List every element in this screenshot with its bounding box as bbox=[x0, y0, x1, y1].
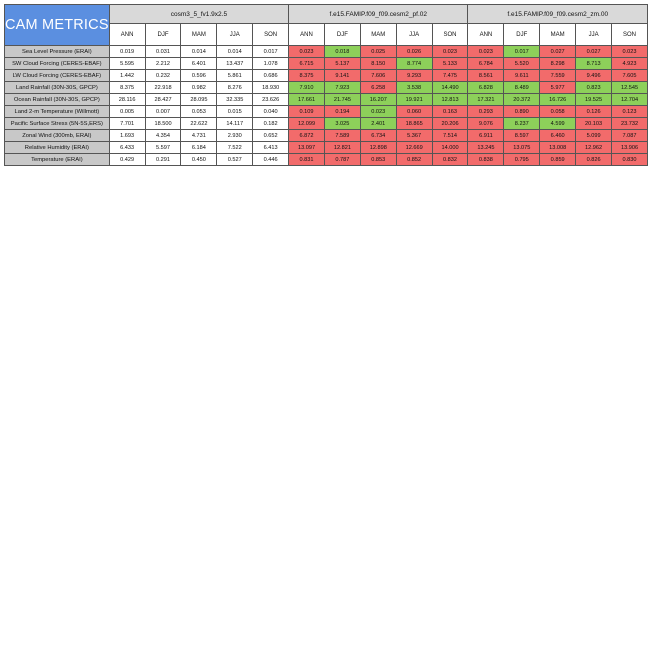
metric-value-cell: 4.731 bbox=[181, 130, 217, 142]
metric-value-cell: 17.321 bbox=[468, 94, 504, 106]
metric-value-cell: 0.823 bbox=[576, 82, 612, 94]
table-row bbox=[5, 130, 648, 142]
metric-value-cell: 6.715 bbox=[289, 58, 325, 70]
metric-value-cell: 0.023 bbox=[360, 106, 396, 118]
metric-value-cell: 13.097 bbox=[289, 142, 325, 154]
metric-value-cell: 13.245 bbox=[468, 142, 504, 154]
metric-value-cell: 6.460 bbox=[540, 130, 576, 142]
metric-value-cell: 0.830 bbox=[612, 154, 648, 166]
metric-value-cell: 3.538 bbox=[396, 82, 432, 94]
metric-value-cell: 20.103 bbox=[576, 118, 612, 130]
table-header bbox=[5, 5, 648, 46]
metric-value-cell: 5.861 bbox=[217, 70, 253, 82]
metric-value-cell: 0.123 bbox=[612, 106, 648, 118]
metric-value-cell: 13.906 bbox=[612, 142, 648, 154]
metric-value-cell: 5.367 bbox=[396, 130, 432, 142]
metric-value-cell: 5.977 bbox=[540, 82, 576, 94]
metric-value-cell: 9.293 bbox=[396, 70, 432, 82]
metric-value-cell: 0.853 bbox=[360, 154, 396, 166]
metric-value-cell: 6.258 bbox=[360, 82, 396, 94]
metric-value-cell: 23.626 bbox=[253, 94, 289, 106]
metric-value-cell: 32.335 bbox=[217, 94, 253, 106]
table-row bbox=[5, 154, 648, 166]
metric-value-cell: 5.137 bbox=[324, 58, 360, 70]
metric-value-cell: 0.007 bbox=[145, 106, 181, 118]
metric-value-cell: 14.117 bbox=[217, 118, 253, 130]
metric-value-cell: 12.898 bbox=[360, 142, 396, 154]
metric-name-cell: Pacific Surface Stress (5N-5S,ERS) bbox=[5, 118, 110, 130]
metric-value-cell: 0.182 bbox=[253, 118, 289, 130]
metric-value-cell: 0.027 bbox=[540, 46, 576, 58]
metric-value-cell: 28.116 bbox=[109, 94, 145, 106]
metric-value-cell: 9.496 bbox=[576, 70, 612, 82]
metric-value-cell: 2.401 bbox=[360, 118, 396, 130]
metric-value-cell: 0.527 bbox=[217, 154, 253, 166]
metric-value-cell: 6.872 bbox=[289, 130, 325, 142]
cam-metrics-table bbox=[4, 4, 648, 166]
metric-value-cell: 7.605 bbox=[612, 70, 648, 82]
metric-value-cell: 0.446 bbox=[253, 154, 289, 166]
metric-value-cell: 23.732 bbox=[612, 118, 648, 130]
metric-value-cell: 8.713 bbox=[576, 58, 612, 70]
season-header: JJA bbox=[217, 24, 253, 46]
metric-value-cell: 7.522 bbox=[217, 142, 253, 154]
metric-value-cell: 0.838 bbox=[468, 154, 504, 166]
metric-value-cell: 19.921 bbox=[396, 94, 432, 106]
metric-name-cell: Temperature (ERAI) bbox=[5, 154, 110, 166]
metric-value-cell: 21.745 bbox=[324, 94, 360, 106]
table-row bbox=[5, 82, 648, 94]
metric-value-cell: 0.982 bbox=[181, 82, 217, 94]
metric-value-cell: 0.450 bbox=[181, 154, 217, 166]
season-header: MAM bbox=[540, 24, 576, 46]
metric-value-cell: 12.545 bbox=[612, 82, 648, 94]
table-body bbox=[5, 46, 648, 166]
metric-value-cell: 0.194 bbox=[324, 106, 360, 118]
metric-value-cell: 0.232 bbox=[145, 70, 181, 82]
metric-value-cell: 8.276 bbox=[217, 82, 253, 94]
season-header: DJF bbox=[145, 24, 181, 46]
metric-value-cell: 0.018 bbox=[324, 46, 360, 58]
metric-value-cell: 18.930 bbox=[253, 82, 289, 94]
metric-value-cell: 0.852 bbox=[396, 154, 432, 166]
metric-value-cell: 12.962 bbox=[576, 142, 612, 154]
metric-name-cell: LW Cloud Forcing (CERES-EBAF) bbox=[5, 70, 110, 82]
metric-value-cell: 8.237 bbox=[504, 118, 540, 130]
metric-name-cell: Sea Level Pressure (ERAI) bbox=[5, 46, 110, 58]
metric-value-cell: 0.429 bbox=[109, 154, 145, 166]
metric-value-cell: 0.023 bbox=[432, 46, 468, 58]
metric-value-cell: 16.726 bbox=[540, 94, 576, 106]
metric-value-cell: 0.017 bbox=[504, 46, 540, 58]
metric-value-cell: 7.923 bbox=[324, 82, 360, 94]
metric-value-cell: 0.040 bbox=[253, 106, 289, 118]
metric-value-cell: 0.023 bbox=[468, 46, 504, 58]
metric-value-cell: 14.000 bbox=[432, 142, 468, 154]
metric-value-cell: 9.076 bbox=[468, 118, 504, 130]
metric-value-cell: 0.019 bbox=[109, 46, 145, 58]
metric-value-cell: 0.053 bbox=[181, 106, 217, 118]
metric-value-cell: 0.058 bbox=[540, 106, 576, 118]
metric-value-cell: 2.930 bbox=[217, 130, 253, 142]
metric-value-cell: 12.813 bbox=[432, 94, 468, 106]
metric-value-cell: 8.298 bbox=[540, 58, 576, 70]
metric-value-cell: 0.126 bbox=[576, 106, 612, 118]
metric-value-cell: 7.589 bbox=[324, 130, 360, 142]
metric-value-cell: 16.207 bbox=[360, 94, 396, 106]
metric-value-cell: 0.023 bbox=[612, 46, 648, 58]
metric-value-cell: 7.559 bbox=[540, 70, 576, 82]
season-header: MAM bbox=[181, 24, 217, 46]
metric-value-cell: 7.910 bbox=[289, 82, 325, 94]
case-header-row bbox=[5, 5, 648, 24]
metric-value-cell: 6.413 bbox=[253, 142, 289, 154]
metric-value-cell: 6.911 bbox=[468, 130, 504, 142]
metric-value-cell: 9.141 bbox=[324, 70, 360, 82]
metric-value-cell: 4.599 bbox=[540, 118, 576, 130]
case-header-2: f.e15.FAMIP.f09_f09.cesm2_pf.02 bbox=[289, 5, 468, 24]
metric-value-cell: 0.014 bbox=[181, 46, 217, 58]
case-header-3: f.e15.FAMIP.f09_f09.cesm2_zm.00 bbox=[468, 5, 648, 24]
metric-value-cell: 0.005 bbox=[109, 106, 145, 118]
metric-value-cell: 8.375 bbox=[109, 82, 145, 94]
metric-value-cell: 13.075 bbox=[504, 142, 540, 154]
table-row bbox=[5, 58, 648, 70]
metric-value-cell: 12.099 bbox=[289, 118, 325, 130]
table-row bbox=[5, 142, 648, 154]
table-row bbox=[5, 94, 648, 106]
metric-value-cell: 12.669 bbox=[396, 142, 432, 154]
season-header: MAM bbox=[360, 24, 396, 46]
metric-value-cell: 8.561 bbox=[468, 70, 504, 82]
season-header: ANN bbox=[468, 24, 504, 46]
metric-value-cell: 0.031 bbox=[145, 46, 181, 58]
metric-value-cell: 0.831 bbox=[289, 154, 325, 166]
metric-value-cell: 4.923 bbox=[612, 58, 648, 70]
table-row bbox=[5, 118, 648, 130]
metric-value-cell: 12.704 bbox=[612, 94, 648, 106]
season-header: DJF bbox=[504, 24, 540, 46]
metric-name-cell: SW Cloud Forcing (CERES-EBAF) bbox=[5, 58, 110, 70]
metric-value-cell: 0.826 bbox=[576, 154, 612, 166]
table-row bbox=[5, 70, 648, 82]
metric-value-cell: 18.865 bbox=[396, 118, 432, 130]
metric-value-cell: 6.828 bbox=[468, 82, 504, 94]
metric-value-cell: 22.622 bbox=[181, 118, 217, 130]
metric-value-cell: 0.859 bbox=[540, 154, 576, 166]
metric-value-cell: 7.701 bbox=[109, 118, 145, 130]
season-header: SON bbox=[253, 24, 289, 46]
metric-value-cell: 0.795 bbox=[504, 154, 540, 166]
metric-value-cell: 0.291 bbox=[145, 154, 181, 166]
metric-value-cell: 0.293 bbox=[468, 106, 504, 118]
metric-value-cell: 0.014 bbox=[217, 46, 253, 58]
metric-value-cell: 0.060 bbox=[396, 106, 432, 118]
metric-value-cell: 7.087 bbox=[612, 130, 648, 142]
metric-value-cell: 8.597 bbox=[504, 130, 540, 142]
metric-value-cell: 6.784 bbox=[468, 58, 504, 70]
season-header: DJF bbox=[324, 24, 360, 46]
metric-name-cell: Ocean Rainfall (30N-30S, GPCP) bbox=[5, 94, 110, 106]
metric-value-cell: 0.787 bbox=[324, 154, 360, 166]
metric-value-cell: 0.017 bbox=[253, 46, 289, 58]
metric-value-cell: 12.821 bbox=[324, 142, 360, 154]
metric-value-cell: 5.597 bbox=[145, 142, 181, 154]
metric-value-cell: 0.163 bbox=[432, 106, 468, 118]
metric-value-cell: 17.661 bbox=[289, 94, 325, 106]
metric-value-cell: 3.025 bbox=[324, 118, 360, 130]
season-header: JJA bbox=[396, 24, 432, 46]
metric-value-cell: 5.133 bbox=[432, 58, 468, 70]
metric-value-cell: 28.095 bbox=[181, 94, 217, 106]
season-header: JJA bbox=[576, 24, 612, 46]
metric-name-cell: Relative Humidity (ERAI) bbox=[5, 142, 110, 154]
metric-value-cell: 1.078 bbox=[253, 58, 289, 70]
metric-value-cell: 0.832 bbox=[432, 154, 468, 166]
metric-value-cell: 20.206 bbox=[432, 118, 468, 130]
metric-value-cell: 0.596 bbox=[181, 70, 217, 82]
metric-value-cell: 8.489 bbox=[504, 82, 540, 94]
season-header: ANN bbox=[289, 24, 325, 46]
metric-value-cell: 7.606 bbox=[360, 70, 396, 82]
metric-value-cell: 8.150 bbox=[360, 58, 396, 70]
metric-value-cell: 0.109 bbox=[289, 106, 325, 118]
metric-name-cell: Land 2-m Temperature (Willmott) bbox=[5, 106, 110, 118]
metric-value-cell: 22.918 bbox=[145, 82, 181, 94]
metric-name-cell: Land Rainfall (30N-30S, GPCP) bbox=[5, 82, 110, 94]
metric-value-cell: 13.437 bbox=[217, 58, 253, 70]
metric-value-cell: 7.475 bbox=[432, 70, 468, 82]
metric-value-cell: 8.774 bbox=[396, 58, 432, 70]
metric-value-cell: 5.595 bbox=[109, 58, 145, 70]
metric-value-cell: 0.027 bbox=[576, 46, 612, 58]
metric-value-cell: 0.023 bbox=[289, 46, 325, 58]
metric-value-cell: 2.212 bbox=[145, 58, 181, 70]
metric-value-cell: 0.026 bbox=[396, 46, 432, 58]
metric-value-cell: 19.525 bbox=[576, 94, 612, 106]
metric-value-cell: 0.025 bbox=[360, 46, 396, 58]
metric-value-cell: 6.401 bbox=[181, 58, 217, 70]
metric-value-cell: 4.354 bbox=[145, 130, 181, 142]
metric-value-cell: 6.184 bbox=[181, 142, 217, 154]
metric-value-cell: 5.520 bbox=[504, 58, 540, 70]
season-header: SON bbox=[432, 24, 468, 46]
table-row bbox=[5, 46, 648, 58]
metric-value-cell: 14.490 bbox=[432, 82, 468, 94]
metric-value-cell: 9.611 bbox=[504, 70, 540, 82]
metric-value-cell: 8.375 bbox=[289, 70, 325, 82]
metric-value-cell: 6.433 bbox=[109, 142, 145, 154]
metric-value-cell: 1.442 bbox=[109, 70, 145, 82]
metric-value-cell: 1.693 bbox=[109, 130, 145, 142]
metric-value-cell: 28.427 bbox=[145, 94, 181, 106]
metric-value-cell: 6.734 bbox=[360, 130, 396, 142]
metric-value-cell: 7.514 bbox=[432, 130, 468, 142]
metric-value-cell: 18.500 bbox=[145, 118, 181, 130]
metric-value-cell: 20.372 bbox=[504, 94, 540, 106]
metric-value-cell: 0.652 bbox=[253, 130, 289, 142]
season-header: ANN bbox=[109, 24, 145, 46]
metric-value-cell: 0.890 bbox=[504, 106, 540, 118]
case-header-1: cosm3_5_fv1.9x2.5 bbox=[109, 5, 288, 24]
metric-value-cell: 13.008 bbox=[540, 142, 576, 154]
season-header: SON bbox=[612, 24, 648, 46]
metric-value-cell: 0.686 bbox=[253, 70, 289, 82]
metric-value-cell: 0.015 bbox=[217, 106, 253, 118]
page-title: CAM METRICS bbox=[5, 5, 110, 46]
metric-value-cell: 5.099 bbox=[576, 130, 612, 142]
metric-name-cell: Zonal Wind (300mb, ERAI) bbox=[5, 130, 110, 142]
table-row bbox=[5, 106, 648, 118]
